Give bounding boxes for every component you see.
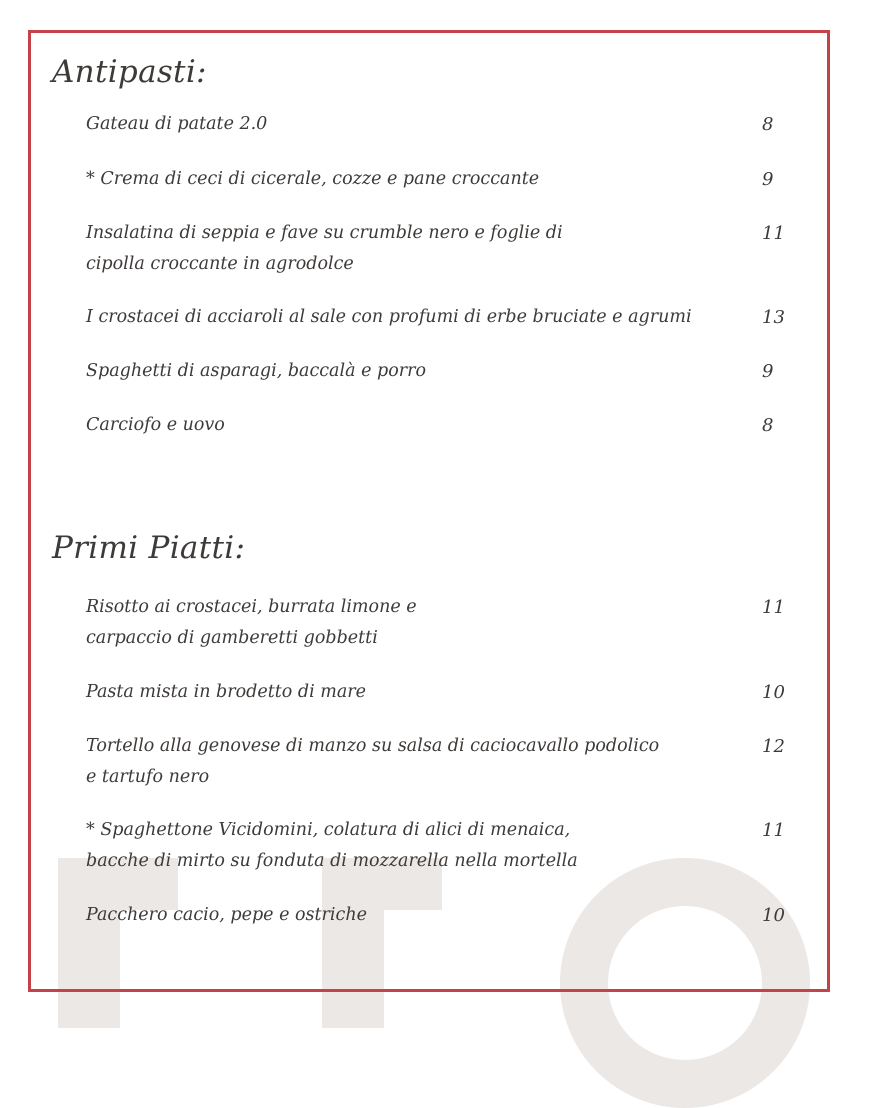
menu-item xyxy=(86,815,578,877)
item-text: carpaccio di gamberetti gobbetti xyxy=(86,628,378,648)
item-price: 9 xyxy=(762,361,774,382)
item-price: 11 xyxy=(762,820,785,841)
item-text: Gateau di patate 2.0 xyxy=(86,114,268,134)
item-price: 10 xyxy=(762,682,785,703)
item-price: 11 xyxy=(762,223,785,244)
item-text: * Spaghettone Vicidomini, colatura di alici di menaica, xyxy=(86,820,571,840)
antipasti-title: Antipasti: xyxy=(52,54,207,90)
item-text: cipolla croccante in agrodolce xyxy=(86,254,354,274)
menu-item xyxy=(86,109,267,140)
item-price: 10 xyxy=(762,905,785,926)
item-text: Risotto ai crostacei, burrata limone e xyxy=(86,597,417,617)
primi-piatti-title: Primi Piatti: xyxy=(52,530,246,566)
item-text: bacche di mirto su fonduta di mozzarella nella mortella xyxy=(86,851,578,871)
item-text: Carciofo e uovo xyxy=(86,415,225,435)
item-text: Pacchero cacio, pepe e ostriche xyxy=(86,905,367,925)
item-text: I crostacei di acciaroli al sale con profumi di erbe bruciate e agrumi xyxy=(86,307,692,327)
item-text: Pasta mista in brodetto di mare xyxy=(86,682,366,702)
item-price: 13 xyxy=(762,307,785,328)
menu-item xyxy=(86,900,367,931)
menu-item xyxy=(86,164,539,195)
item-price: 8 xyxy=(762,415,774,436)
menu-item xyxy=(86,218,563,280)
item-text: Tortello alla genovese di manzo su salsa di caciocavallo podolico xyxy=(86,736,660,756)
menu-item xyxy=(86,731,659,793)
menu-item xyxy=(86,677,366,708)
item-price: 11 xyxy=(762,597,785,618)
item-price: 9 xyxy=(762,169,774,190)
menu-item xyxy=(86,302,692,333)
menu-item xyxy=(86,592,417,654)
item-text: e tartufo nero xyxy=(86,767,210,787)
item-price: 8 xyxy=(762,114,774,135)
menu-item xyxy=(86,410,225,441)
menu-item xyxy=(86,356,426,387)
item-text: * Crema di ceci di cicerale, cozze e pane croccante xyxy=(86,169,540,189)
item-text: Insalatina di seppia e fave su crumble nero e foglie di xyxy=(86,223,563,243)
item-price: 12 xyxy=(762,736,785,757)
item-text: Spaghetti di asparagi, baccalà e porro xyxy=(86,361,427,381)
